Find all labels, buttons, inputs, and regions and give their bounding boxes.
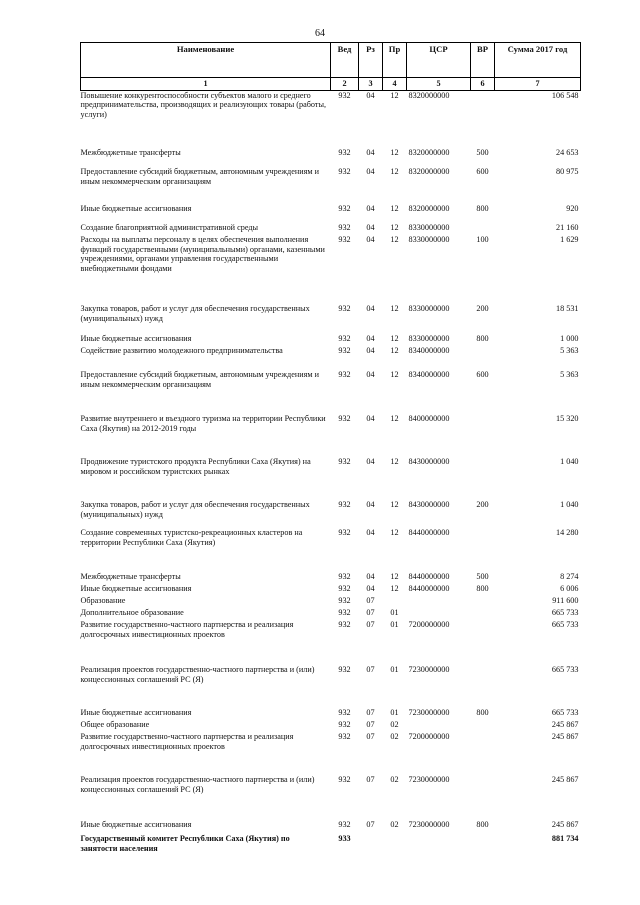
cell-ved: 932	[338, 235, 351, 245]
cell-sum: 245 867	[551, 720, 579, 730]
cell-pr: 12	[390, 334, 399, 344]
table-row	[81, 500, 581, 528]
cell-vr	[471, 620, 495, 665]
table-row	[81, 620, 581, 665]
table-row	[81, 346, 581, 370]
cell-name: Иные бюджетные ассигнования	[80, 334, 192, 344]
cell-ved: 932	[338, 334, 351, 344]
cell-pr: 12	[390, 457, 399, 467]
cell-sum: 245 867	[551, 732, 579, 742]
cell-rz	[359, 834, 383, 860]
cell-rz: 07	[366, 620, 375, 630]
cell-vr	[471, 834, 495, 860]
cell-vr: 800	[476, 204, 489, 214]
cell-pr: 12	[390, 304, 399, 314]
cell-sum: 24 653	[555, 148, 579, 158]
table-row	[81, 596, 581, 608]
cell-sum: 15 320	[555, 414, 579, 424]
cell-pr: 01	[390, 708, 399, 718]
cell-sum: 911 600	[552, 596, 579, 606]
cell-vr	[471, 414, 495, 457]
cell-ved: 932	[338, 775, 351, 785]
cell-rz: 04	[366, 204, 375, 214]
cell-rz: 07	[366, 596, 375, 606]
cell-csr: 8430000000	[408, 457, 450, 467]
cell-ved: 932	[338, 148, 351, 158]
cell-vr	[471, 596, 495, 608]
cell-sum: 665 733	[551, 620, 579, 630]
cell-vr: 500	[476, 572, 489, 582]
cell-rz: 04	[366, 223, 375, 233]
table-row	[81, 304, 581, 334]
cell-name: Развитие государственно-частного партнерства и реализация долгосрочных инвестиционных проектов	[80, 732, 294, 751]
cell-pr: 12	[390, 346, 399, 356]
table-row	[81, 834, 581, 860]
cell-name: Иные бюджетные ассигнования	[80, 708, 192, 718]
cell-sum: 18 531	[555, 304, 579, 314]
cell-csr	[407, 596, 471, 608]
table-row	[81, 167, 581, 204]
cell-pr: 12	[390, 414, 399, 424]
cell-vr	[471, 223, 495, 235]
cell-vr	[471, 457, 495, 500]
cell-csr: 7230000000	[408, 820, 450, 830]
cell-csr: 7200000000	[408, 620, 450, 630]
header-name: Наименование	[81, 43, 331, 78]
cell-csr: 8320000000	[408, 204, 450, 214]
header-ved: Вед	[331, 43, 359, 78]
cell-ved: 933	[338, 834, 351, 844]
cell-sum: 920	[566, 204, 579, 214]
cell-csr: 8340000000	[408, 370, 450, 380]
table-row	[81, 204, 581, 223]
table-row	[81, 608, 581, 620]
cell-name: Общее образование	[80, 720, 150, 730]
cell-vr: 100	[476, 235, 489, 245]
cell-name: Предоставление субсидий бюджетным, автономным учреждениям и иным некоммерческим организациям	[80, 167, 319, 186]
cell-csr: 8330000000	[408, 235, 450, 245]
cell-csr: 8330000000	[408, 223, 450, 233]
cell-name: Предоставление субсидий бюджетным, автономным учреждениям и иным некоммерческим организациям	[80, 370, 319, 389]
cell-name: Развитие внутреннего и въездного туризма на территории Республики Саха (Якутия) на 2012-2019 годы	[80, 414, 326, 433]
column-number-row	[81, 78, 581, 91]
cell-csr: 8430000000	[408, 500, 450, 510]
cell-vr: 600	[476, 167, 489, 177]
cell-name: Иные бюджетные ассигнования	[80, 820, 192, 830]
cell-ved: 932	[338, 665, 351, 675]
cell-sum: 80 975	[555, 167, 579, 177]
cell-ved: 932	[338, 204, 351, 214]
table-row	[81, 235, 581, 304]
cell-pr	[383, 596, 407, 608]
cell-name: Реализация проектов государственно-частного партнерства и (или) концессионных соглашений РС (Я)	[80, 775, 315, 794]
cell-ved: 932	[338, 720, 351, 730]
cell-rz: 04	[366, 414, 375, 424]
cell-name: Создание благоприятной административной среды	[80, 223, 259, 233]
cell-sum: 21 160	[555, 223, 579, 233]
cell-rz: 04	[366, 148, 375, 158]
cell-vr: 800	[476, 584, 489, 594]
cell-csr: 7230000000	[408, 665, 450, 675]
cell-sum: 665 733	[551, 608, 579, 618]
cell-ved: 932	[338, 346, 351, 356]
cell-csr	[407, 720, 471, 732]
cell-ved: 932	[338, 620, 351, 630]
cell-vr	[471, 732, 495, 775]
cell-rz: 07	[366, 708, 375, 718]
cell-sum: 245 867	[551, 775, 579, 785]
cell-name: Развитие государственно-частного партнерства и реализация долгосрочных инвестиционных проектов	[80, 620, 294, 639]
cell-sum: 6 006	[560, 584, 579, 594]
cell-rz: 04	[366, 346, 375, 356]
cell-vr	[471, 665, 495, 708]
table-row	[81, 720, 581, 732]
cell-csr: 8330000000	[408, 334, 450, 344]
cell-sum: 665 733	[551, 708, 579, 718]
table-row	[81, 528, 581, 572]
table-row	[81, 665, 581, 708]
cell-pr: 12	[390, 148, 399, 158]
column-number: 4	[383, 78, 407, 91]
cell-vr: 200	[476, 500, 489, 510]
cell-name: Реализация проектов государственно-частного партнерства и (или) концессионных соглашений РС (Я)	[80, 665, 315, 684]
header-rz: Рз	[359, 43, 383, 78]
cell-ved: 932	[338, 708, 351, 718]
cell-sum: 1 040	[560, 500, 579, 510]
header-vr: ВР	[471, 43, 495, 78]
cell-pr: 12	[390, 500, 399, 510]
table-row	[81, 732, 581, 775]
cell-csr: 8340000000	[408, 346, 450, 356]
header-sum: Сумма 2017 год	[495, 43, 581, 78]
cell-vr	[471, 720, 495, 732]
column-number: 1	[81, 78, 331, 91]
column-number: 6	[471, 78, 495, 91]
cell-rz: 07	[366, 732, 375, 742]
cell-rz: 04	[366, 572, 375, 582]
cell-vr: 800	[476, 820, 489, 830]
header-pr: Пр	[383, 43, 407, 78]
cell-ved: 932	[338, 457, 351, 467]
cell-ved: 932	[338, 370, 351, 380]
cell-pr: 02	[390, 720, 399, 730]
cell-sum: 665 733	[551, 665, 579, 675]
cell-sum: 1 040	[560, 457, 579, 467]
cell-sum: 5 363	[560, 346, 579, 356]
cell-pr: 12	[390, 370, 399, 380]
cell-name: Закупка товаров, работ и услуг для обеспечения государственных (муниципальных) нужд	[80, 304, 310, 323]
cell-pr: 12	[390, 90, 399, 100]
cell-csr: 7230000000	[408, 775, 450, 785]
page-number: 64	[315, 28, 325, 39]
cell-rz: 04	[366, 90, 375, 100]
table-row	[81, 148, 581, 167]
cell-ved: 932	[338, 304, 351, 314]
table-row	[81, 584, 581, 596]
cell-name: Межбюджетные трансферты	[80, 148, 181, 158]
cell-rz: 04	[366, 500, 375, 510]
cell-csr: 8330000000	[408, 304, 450, 314]
table-row	[81, 820, 581, 834]
cell-csr: 8320000000	[408, 167, 450, 177]
cell-csr: 8440000000	[408, 572, 450, 582]
cell-ved: 932	[338, 223, 351, 233]
cell-ved: 932	[338, 500, 351, 510]
cell-name: Расходы на выплаты персоналу в целях обеспечения выполнения функций государственными (муниципальными) органами, казенными учреждениями, органами управления государственными внебюджетными фондами	[80, 235, 325, 273]
cell-rz: 04	[366, 528, 375, 538]
cell-pr: 12	[390, 223, 399, 233]
table-row	[81, 370, 581, 414]
cell-ved: 932	[338, 820, 351, 830]
table-body	[81, 90, 581, 860]
cell-rz: 07	[366, 775, 375, 785]
cell-sum: 14 280	[555, 528, 579, 538]
cell-sum: 5 363	[560, 370, 579, 380]
table-row	[81, 572, 581, 584]
cell-ved: 932	[338, 584, 351, 594]
cell-pr: 01	[390, 665, 399, 675]
cell-ved: 932	[338, 528, 351, 538]
cell-csr: 7200000000	[408, 732, 450, 742]
cell-name: Закупка товаров, работ и услуг для обеспечения государственных (муниципальных) нужд	[80, 500, 310, 519]
cell-pr: 12	[390, 572, 399, 582]
cell-csr: 8440000000	[408, 584, 450, 594]
column-number: 2	[331, 78, 359, 91]
cell-rz: 04	[366, 334, 375, 344]
cell-sum: 881 734	[551, 834, 579, 844]
cell-csr: 8320000000	[408, 90, 450, 100]
table-row	[81, 90, 581, 148]
column-number: 7	[495, 78, 581, 91]
column-number: 3	[359, 78, 383, 91]
cell-rz: 04	[366, 370, 375, 380]
cell-pr: 02	[390, 732, 399, 742]
cell-csr: 8440000000	[408, 528, 450, 538]
cell-pr	[383, 834, 407, 860]
cell-name: Содействие развитию молодежного предпринимательства	[80, 346, 283, 356]
cell-pr: 02	[390, 820, 399, 830]
cell-sum: 1 629	[560, 235, 579, 245]
cell-ved: 932	[338, 732, 351, 742]
cell-csr	[407, 608, 471, 620]
cell-csr: 8320000000	[408, 148, 450, 158]
cell-rz: 04	[366, 167, 375, 177]
cell-pr: 01	[390, 620, 399, 630]
cell-vr: 500	[476, 148, 489, 158]
cell-sum: 1 000	[560, 334, 579, 344]
cell-vr	[471, 608, 495, 620]
cell-rz: 07	[366, 720, 375, 730]
cell-vr: 800	[476, 334, 489, 344]
cell-name: Иные бюджетные ассигнования	[80, 584, 192, 594]
cell-rz: 07	[366, 820, 375, 830]
cell-pr: 12	[390, 528, 399, 538]
cell-csr: 7230000000	[408, 708, 450, 718]
table-row	[81, 223, 581, 235]
cell-ved: 932	[338, 572, 351, 582]
cell-name: Продвижение туристского продукта Республики Саха (Якутия) на мировом и российском туристских рынках	[80, 457, 311, 476]
cell-ved: 932	[338, 608, 351, 618]
cell-vr: 200	[476, 304, 489, 314]
table-row	[81, 775, 581, 820]
cell-ved: 932	[338, 414, 351, 424]
cell-pr: 12	[390, 235, 399, 245]
cell-ved: 932	[338, 90, 351, 100]
cell-sum: 8 274	[560, 572, 579, 582]
cell-name: Образование	[80, 596, 126, 606]
cell-name: Межбюджетные трансферты	[80, 572, 181, 582]
cell-vr	[471, 346, 495, 370]
cell-rz: 07	[366, 608, 375, 618]
cell-ved: 932	[338, 596, 351, 606]
cell-vr	[471, 775, 495, 820]
cell-pr: 02	[390, 775, 399, 785]
table-row	[81, 457, 581, 500]
table-row	[81, 414, 581, 457]
budget-table	[80, 42, 581, 860]
cell-vr: 800	[476, 708, 489, 718]
cell-vr: 600	[476, 370, 489, 380]
cell-rz: 04	[366, 304, 375, 314]
cell-rz: 04	[366, 584, 375, 594]
cell-name: Повышение конкурентоспособности субъектов малого и среднего предпринимательства, производящих и реализующих товары (работы, услуги)	[80, 90, 327, 119]
cell-pr: 12	[390, 204, 399, 214]
cell-vr	[471, 528, 495, 572]
cell-csr	[407, 834, 471, 860]
cell-vr	[471, 90, 495, 148]
cell-pr: 12	[390, 584, 399, 594]
cell-name: Создание современных туристско-рекреационных кластеров на территории Республики Саха (Якутия)	[80, 528, 303, 547]
cell-sum: 245 867	[551, 820, 579, 830]
cell-rz: 07	[366, 665, 375, 675]
cell-ved: 932	[338, 167, 351, 177]
table-row	[81, 708, 581, 720]
table-row	[81, 334, 581, 346]
cell-pr: 12	[390, 167, 399, 177]
cell-name: Государственный комитет Республики Саха (Якутия) по занятости населения	[80, 834, 290, 853]
column-number: 5	[407, 78, 471, 91]
cell-rz: 04	[366, 457, 375, 467]
cell-name: Дополнительное образование	[80, 608, 184, 618]
cell-sum: 106 548	[551, 90, 579, 100]
cell-rz: 04	[366, 235, 375, 245]
cell-csr: 8400000000	[408, 414, 450, 424]
table-header-row	[81, 43, 581, 78]
cell-pr: 01	[390, 608, 399, 618]
cell-name: Иные бюджетные ассигнования	[80, 204, 192, 214]
header-csr: ЦСР	[407, 43, 471, 78]
